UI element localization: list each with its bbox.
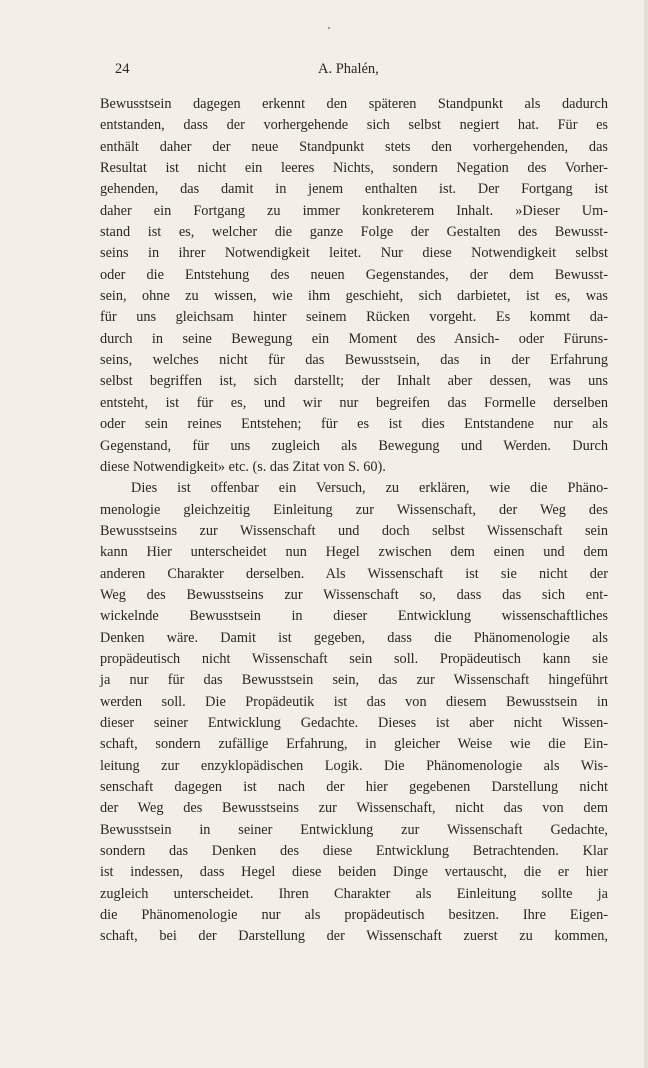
paragraph — [100, 478, 608, 948]
text-line: Weg des Bewusstseins zur Wissenschaft so, dass das sich ent- — [100, 586, 608, 603]
text-line: kann Hier unterscheidet nun Hegel zwischen dem einen und dem — [100, 544, 608, 561]
text-line: seins in ihrer Notwendigkeit leitet. Nur diese Notwendigkeit selbst — [100, 245, 608, 262]
body-text — [100, 94, 608, 948]
text-line: schaft, sondern zufällige Erfahrung, in gleicher Weise wie die Ein- — [100, 736, 608, 753]
text-line: daher ein Fortgang zu immer konkreterem Inhalt. »Dieser Um- — [100, 202, 608, 219]
text-line: zugleich unterscheidet. Ihren Charakter als Einleitung sollte ja — [100, 885, 608, 902]
text-line: stand ist es, welcher die ganze Folge der Gestalten des Bewusst- — [100, 224, 608, 241]
text-line: gehenden, das damit in jenem enthalten ist. Der Fortgang ist — [100, 181, 608, 198]
text-line: ist indessen, dass Hegel diese beiden Dinge vertauscht, die er hier — [100, 864, 608, 881]
text-line: Dies ist offenbar ein Versuch, zu erklären, wie die Phäno- — [131, 480, 608, 497]
text-line: schaft, bei der Darstellung der Wissenschaft zuerst zu kommen, — [100, 928, 608, 945]
text-line: wickelnde Bewusstsein in dieser Entwicklung wissenschaftliches — [100, 608, 608, 625]
text-line: durch in seine Bewegung ein Moment des Ansich- oder Füruns- — [100, 330, 608, 347]
text-line: menologie gleichzeitig Einleitung zur Wissenschaft, der Weg des — [100, 501, 608, 518]
text-line: die Phänomenologie nur als propädeutisch besitzen. Ihre Eigen- — [100, 907, 608, 924]
text-line: oder die Entstehung des neuen Gegenstandes, der dem Bewusst- — [100, 266, 608, 283]
text-line: seins, welches nicht für das Bewusstsein, das in der Erfahrung — [100, 352, 608, 369]
text-line: Resultat ist nicht ein leeres Nichts, sondern Negation des Vorher- — [100, 160, 608, 177]
text-line: leitung zur enzyklopädischen Logik. Die Phänomenologie als Wis- — [100, 757, 608, 774]
text-line: ja nur für das Bewusstsein sein, das zur Wissenschaft hingeführt — [100, 672, 608, 689]
text-line: Denken wäre. Damit ist gegeben, dass die Phänomenologie als — [100, 629, 608, 646]
text-line: werden soll. Die Propädeutik ist das von diesem Bewusstsein in — [100, 693, 608, 710]
text-line: Bewusstsein dagegen erkennt den späteren Standpunkt als dadurch — [100, 96, 608, 112]
running-title: A. Phalén, — [318, 61, 379, 77]
text-line: propädeutisch nicht Wissenschaft sein soll. Propädeutisch kann sie — [100, 650, 608, 667]
text-line: Bewusstseins zur Wissenschaft und doch selbst Wissenschaft sein — [100, 522, 608, 539]
running-header — [115, 61, 510, 79]
page-edge — [644, 0, 648, 1068]
text-line: Gegenstand, für uns zugleich als Bewegung und Werden. Durch — [100, 437, 608, 454]
paragraph — [100, 94, 608, 478]
text-line: anderen Charakter derselben. Als Wissenschaft ist sie nicht der — [100, 565, 608, 582]
text-line: für uns gleichsam hinter seinem Rücken vorgeht. Es kommt da- — [100, 309, 608, 326]
page-number: 24 — [115, 61, 130, 77]
text-line: diese Notwendigkeit» etc. (s. das Zitat von S. 60). — [100, 458, 386, 475]
print-speck — [328, 27, 330, 29]
text-line: sein, ohne zu wissen, wie ihm geschieht, sich darbietet, ist es, was — [100, 288, 608, 305]
text-line: der Weg des Bewusstseins zur Wissenschaft, nicht das von dem — [100, 800, 608, 817]
text-line: dieser seiner Entwicklung Gedachte. Dieses ist aber nicht Wissen- — [100, 714, 608, 731]
text-line: sondern das Denken des diese Entwicklung Betrachtenden. Klar — [100, 843, 608, 860]
text-line: selbst begriffen ist, sich darstellt; der Inhalt aber dessen, was uns — [100, 373, 608, 390]
text-line: Bewusstsein in seiner Entwicklung zur Wissenschaft Gedachte, — [100, 821, 608, 838]
text-line: entsteht, ist für es, und wir nur begreifen das Formelle derselben — [100, 394, 608, 411]
text-line: enthält daher der neue Standpunkt stets den vorhergehenden, das — [100, 138, 608, 155]
text-line: entstanden, dass der vorhergehende sich selbst negiert hat. Für es — [100, 117, 608, 134]
text-line: senschaft dagegen ist nach der hier gegebenen Darstellung nicht — [100, 779, 608, 795]
text-line: oder sein reines Entstehen; für es ist dies Entstandene nur als — [100, 416, 608, 433]
